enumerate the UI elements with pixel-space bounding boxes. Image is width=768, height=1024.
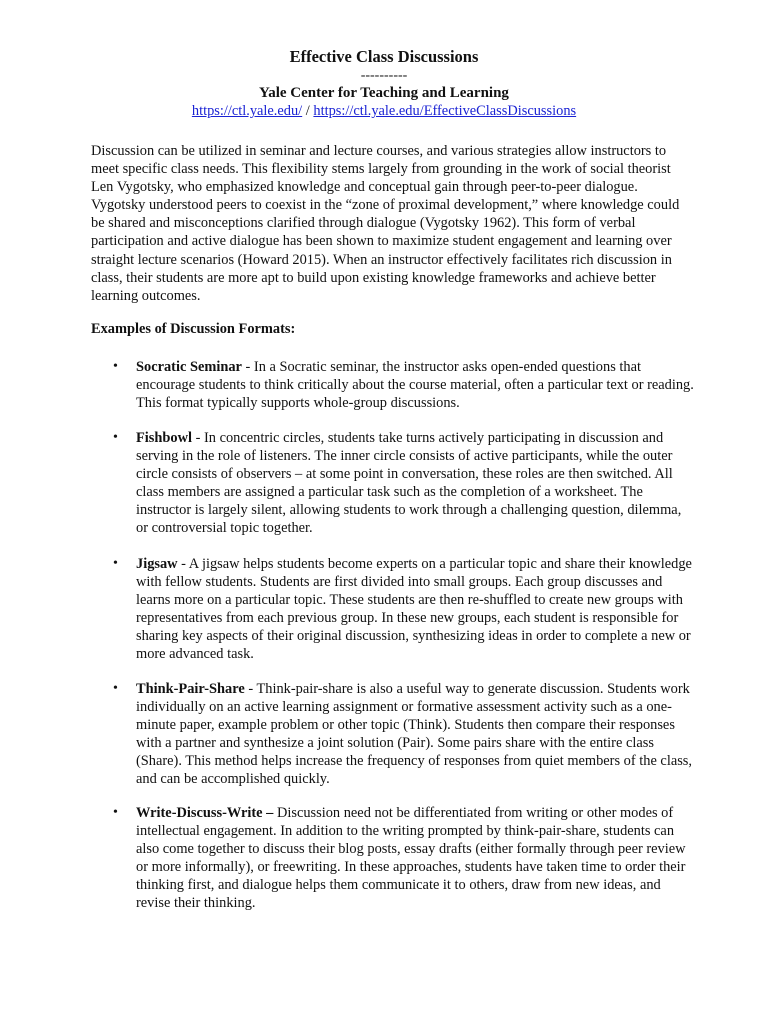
format-description: In concentric circles, students take turns actively participating in discussion and serving in the role of listeners. The inner circle consists of active participants, while the outer circle consists of observers – at some point in conversation, these roles are then switched. All class members are assigned a particular task such as the completion of a worksheet. The instructor is largely silent, allowing students to work through a challenging question, dilemma, or controversial topic together. (136, 430, 682, 536)
format-description: Think-pair-share is also a useful way to generate discussion. Students work individually on an active learning assignment or formative assessment activity such as a one-minute paper, example problem or other topic (Think). Students then compare their responses with a partner and synthesize a joint solution (Pair). Some pairs share with the entire class (Share). This method helps increase the frequency of responses from quiet members of the class, and can be accomplished quickly. (136, 681, 692, 787)
link-separator: / (302, 103, 314, 119)
document-title: Effective Class Discussions (289, 47, 479, 66)
source-links (0, 102, 768, 120)
format-description: A jigsaw helps students become experts on a particular topic and share their knowledge with fellow students. Students are first divided into small groups. Each group discusses and learns more on a particular topic. These students are then re-shuffled to create new groups with representatives from each previous group. In these new groups, each student is responsible for sharing key aspects of their original discussion, synthesizing ideas in order to complete a new or more advanced task. (136, 556, 692, 662)
format-separator: - (191, 430, 204, 446)
bullet-icon: • (113, 359, 118, 374)
format-name: Write-Discuss-Write – (136, 805, 274, 821)
format-item-jigsaw (136, 555, 696, 663)
format-name: Fishbowl (136, 430, 192, 446)
format-separator: - (241, 359, 254, 375)
format-separator: - (177, 556, 189, 572)
format-name: Socratic Seminar (136, 359, 242, 375)
format-item-fishbowl (136, 429, 696, 537)
format-name: Jigsaw (136, 556, 178, 572)
intro-paragraph: Discussion can be utilized in seminar and lecture courses, and various strategies allow instructors to meet specific class needs. This flexibility stems largely from grounding in the work of social theorist Len Vygotsky, who emphasized knowledge and conceptual gain through peer-to-peer dialogue. Vygotsky understood peers to coexist in the “zone of proximal development,” where knowledge could be shared and misconceptions clarified through dialogue (Vygotsky 1962). This form of verbal participation and active dialogue has been shown to maximize student engagement and learning over straight lecture scenarios (Howard 2015). When an instructor effectively facilitates rich discussion in class, their students are more apt to build upon existing knowledge frameworks and achieve better learning outcomes. (91, 143, 680, 304)
format-description: Discussion need not be differentiated from writing or other modes of intellectual engagement. In addition to the writing prompted by think-pair-share, students can also come together to discuss their blog posts, essay drafts (either formally through peer review or more informally), or freewriting. In these approaches, students have taken time to order their thinking first, and dialogue helps them communicate it to others, draw from new ideas, and revise their thinking. (136, 805, 686, 911)
bullet-icon: • (113, 805, 118, 820)
organization-name: Yale Center for Teaching and Learning (259, 85, 509, 101)
format-name: Think-Pair-Share (136, 681, 245, 697)
ctl-home-link[interactable]: https://ctl.yale.edu/ (191, 103, 303, 119)
format-separator: - (244, 681, 257, 697)
bullet-icon: • (113, 430, 118, 445)
format-description: In a Socratic seminar, the instructor asks open-ended questions that encourage students to think critically about the course material, often a particular text or reading. This format typically supports whole-group discussions. (136, 359, 694, 411)
formats-heading: Examples of Discussion Formats: (91, 321, 296, 337)
bullet-icon: • (113, 556, 118, 571)
document-header (0, 46, 768, 120)
format-item-think-pair-share (136, 680, 696, 788)
format-item-write-discuss-write (136, 804, 696, 912)
format-item-socratic-seminar (136, 358, 696, 412)
title-divider: ---------- (360, 68, 408, 83)
effective-discussions-link[interactable]: https://ctl.yale.edu/EffectiveClassDiscussions (313, 103, 577, 119)
bullet-icon: • (113, 681, 118, 696)
